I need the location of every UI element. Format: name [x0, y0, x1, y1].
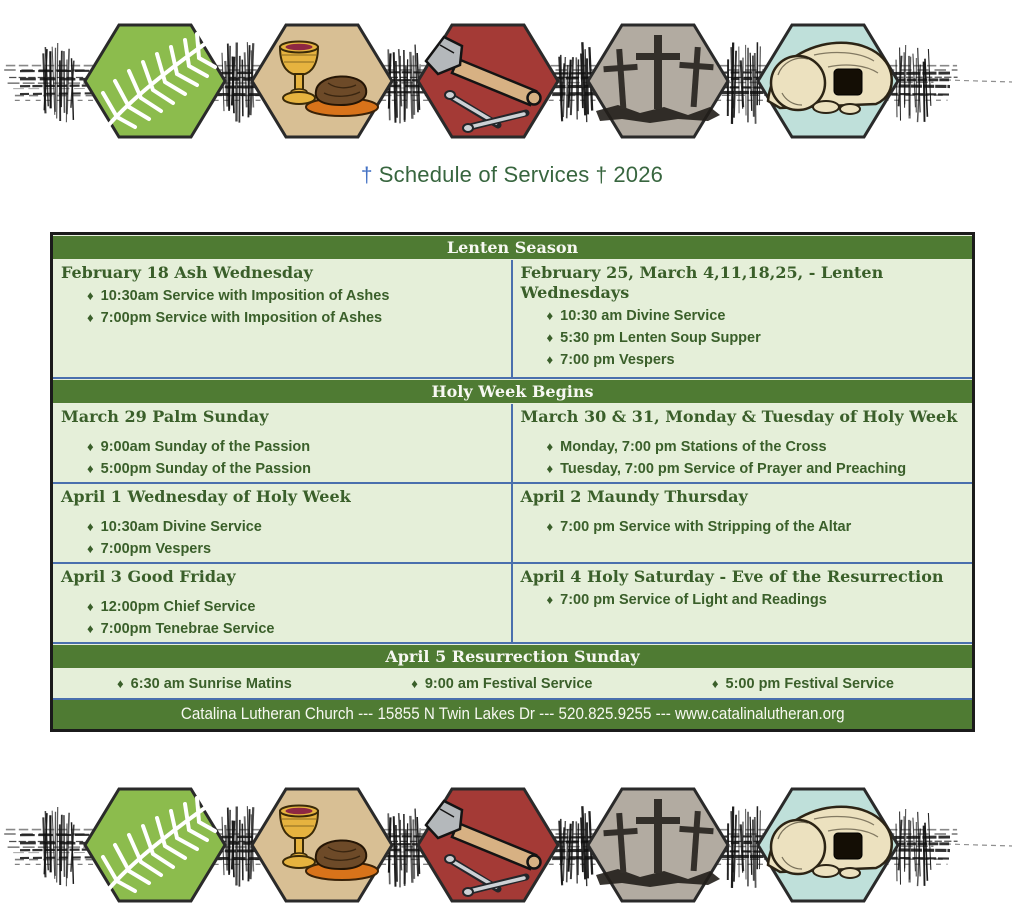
diamond-bullet-icon: ♦ — [411, 675, 418, 691]
church-contact-footer — [53, 700, 972, 729]
cross-dagger-icon: † — [360, 164, 373, 187]
diamond-bullet-icon: ♦ — [87, 621, 94, 637]
church-contact-text: Catalina Lutheran Church --- 15855 N Twin Lakes Dr --- 520.825.9255 --- www.catalinalutheran.org — [180, 705, 845, 724]
service-item-text: 7:00 pm Vespers — [560, 352, 675, 369]
event-date-heading: April 4 Holy Saturday - Eve of the Resurrection — [520, 567, 944, 587]
diamond-bullet-icon: ♦ — [87, 599, 94, 615]
service-item — [712, 676, 894, 692]
section-header-resurrection-sunday: April 5 Resurrection Sunday — [53, 644, 972, 669]
event-date-heading: March 29 Palm Sunday — [61, 407, 269, 426]
service-item — [411, 676, 592, 692]
service-item-text: 7:00pm Service with Imposition of Ashes — [100, 310, 383, 327]
table-row — [53, 564, 972, 644]
diamond-bullet-icon: ♦ — [546, 352, 554, 368]
diamond-bullet-icon: ♦ — [711, 675, 719, 691]
diamond-bullet-icon: ♦ — [546, 439, 554, 454]
schedule-cell-maundy-thursday — [513, 484, 973, 562]
service-item-text: 10:30am Service with Imposition of Ashes — [100, 288, 390, 304]
diamond-bullet-icon: ♦ — [546, 330, 554, 346]
service-item-text: Tuesday, 7:00 pm Service of Prayer and Preaching — [560, 461, 907, 478]
schedule-cell-palm-sunday — [53, 404, 513, 482]
schedule-cell-ash-wednesday — [53, 260, 513, 377]
diamond-bullet-icon: ♦ — [546, 461, 554, 477]
event-date-heading: February 25, March 4,11,18,25, - Lenten Wednesdays — [520, 263, 884, 302]
service-item — [117, 676, 292, 692]
schedule-cell-wednesday-holy-week — [53, 484, 513, 562]
service-item-text: Monday, 7:00 pm Stations of the Cross — [560, 439, 827, 455]
diamond-bullet-icon: ♦ — [117, 675, 124, 691]
section-header-holy-week-begins: Holy Week Begins — [53, 379, 972, 404]
service-item-text: 5:00pm Sunday of the Passion — [100, 461, 311, 478]
diamond-bullet-icon: ♦ — [546, 519, 554, 535]
service-item-text: 7:00 pm Service of Light and Readings — [560, 592, 827, 609]
service-item-text: 10:30 am Divine Service — [560, 308, 726, 324]
service-item-text: 5:00 pm Festival Service — [725, 675, 894, 692]
diamond-bullet-icon: ♦ — [546, 592, 554, 608]
holy-week-symbols-banner-bottom — [0, 772, 1024, 912]
table-row — [53, 260, 972, 379]
event-date-heading: April 1 Wednesday of Holy Week — [61, 487, 351, 507]
service-item — [61, 285, 503, 307]
service-item-text: 9:00am Sunday of the Passion — [100, 439, 311, 455]
diamond-bullet-icon: ♦ — [87, 461, 94, 477]
page-title — [0, 162, 1024, 188]
service-item-text: 7:00 pm Service with Stripping of the Altar — [560, 519, 852, 536]
service-item-text: 9:00 am Festival Service — [424, 675, 593, 692]
service-item-text: 7:00pm Vespers — [100, 541, 212, 558]
service-item — [521, 305, 965, 327]
schedule-cell-lenten-wednesdays — [513, 260, 973, 377]
schedule-cell-holy-saturday — [513, 564, 973, 642]
service-item — [521, 349, 965, 371]
schedule-table — [50, 232, 975, 732]
service-item-text: 7:00pm Tenebrae Service — [100, 621, 275, 638]
diamond-bullet-icon: ♦ — [87, 541, 94, 557]
service-item — [521, 516, 965, 538]
schedule-cell-good-friday — [53, 564, 513, 642]
service-item — [61, 538, 503, 560]
title-text: Schedule of Services — [378, 162, 590, 187]
service-item-text: 12:00pm Chief Service — [100, 599, 256, 616]
service-item — [61, 618, 503, 640]
service-item-text: 6:30 am Sunrise Matins — [130, 675, 292, 692]
event-date-heading: April 3 Good Friday — [61, 567, 236, 587]
cross-dagger-icon: † — [595, 164, 608, 187]
table-row — [53, 404, 972, 484]
diamond-bullet-icon: ♦ — [87, 288, 94, 303]
holy-week-symbols-banner-top — [0, 8, 1024, 148]
service-item — [61, 436, 503, 458]
event-date-heading: March 30 & 31, Monday & Tuesday of Holy Week — [520, 407, 958, 426]
resurrection-sunday-services-row — [53, 669, 972, 700]
diamond-bullet-icon: ♦ — [87, 519, 94, 535]
service-item — [61, 596, 503, 618]
table-row — [53, 484, 972, 564]
service-item-text: 10:30am Divine Service — [100, 519, 262, 536]
service-item — [61, 307, 503, 329]
section-header-lenten-season: Lenten Season — [53, 235, 972, 260]
diamond-bullet-icon: ♦ — [87, 439, 94, 454]
service-item — [521, 458, 965, 480]
title-year: 2026 — [613, 162, 664, 187]
service-item — [61, 458, 503, 480]
service-item — [521, 436, 965, 458]
diamond-bullet-icon: ♦ — [546, 308, 554, 323]
schedule-cell-monday-tuesday-holy-week — [513, 404, 973, 482]
diamond-bullet-icon: ♦ — [87, 310, 94, 326]
event-date-heading: April 2 Maundy Thursday — [520, 487, 748, 507]
service-item-text: 5:30 pm Lenten Soup Supper — [560, 330, 761, 347]
service-item — [61, 516, 503, 538]
service-item — [521, 589, 965, 611]
service-item — [521, 327, 965, 349]
event-date-heading: February 18 Ash Wednesday — [61, 263, 313, 282]
